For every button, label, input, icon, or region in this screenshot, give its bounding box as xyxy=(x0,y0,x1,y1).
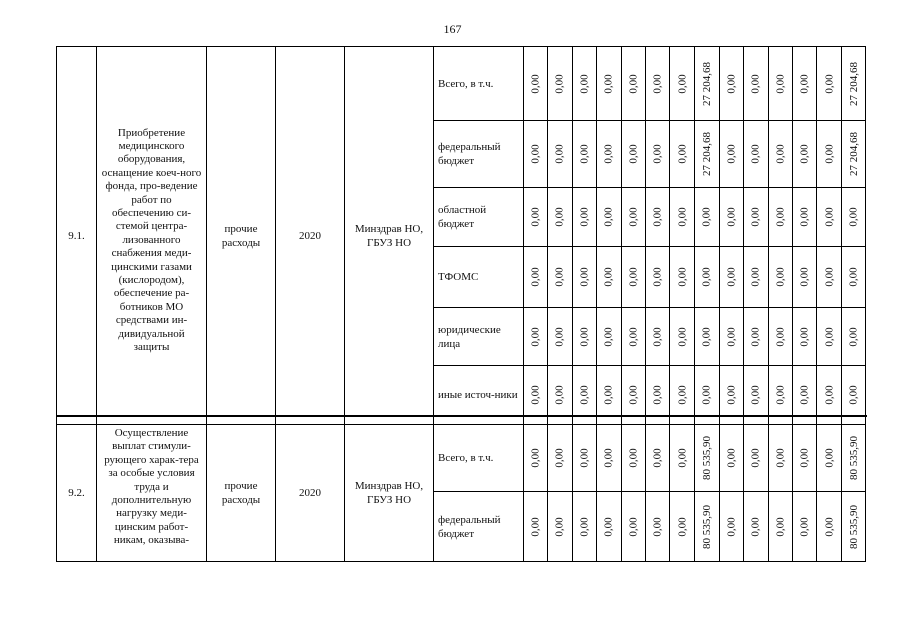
amount-value: 0,00 xyxy=(749,73,762,94)
amount-value: 0,00 xyxy=(725,144,738,164)
amount-cell xyxy=(793,188,817,247)
amount-cell xyxy=(744,247,768,308)
funding-source: Всего, в т.ч. xyxy=(434,47,524,121)
amount-value: 0,00 xyxy=(554,516,567,537)
amount-value: 27 204,68 xyxy=(847,61,860,106)
amount-value: 0,00 xyxy=(847,326,860,347)
amount-value: 0,00 xyxy=(774,73,787,94)
amount-value: 0,00 xyxy=(798,207,811,227)
amount-value: 0,00 xyxy=(774,326,787,347)
funding-source: иные источ-ники xyxy=(434,366,524,425)
amount-value: 0,00 xyxy=(529,385,542,405)
amount-value: 0,00 xyxy=(676,448,689,468)
amount-value: 0,00 xyxy=(774,516,787,537)
amount-value: 0,00 xyxy=(651,207,664,227)
amount-value: 0,00 xyxy=(774,267,787,287)
amount-cell xyxy=(646,492,670,562)
amount-value: 0,00 xyxy=(602,448,615,468)
amount-cell xyxy=(817,425,842,492)
amount-cell xyxy=(573,308,597,366)
amount-value: 0,00 xyxy=(774,385,787,405)
amount-cell xyxy=(842,188,866,247)
amount-value: 0,00 xyxy=(700,326,713,347)
amount-cell xyxy=(744,425,768,492)
amount-cell xyxy=(597,308,621,366)
amount-cell xyxy=(622,121,646,188)
amount-value: 0,00 xyxy=(627,267,640,287)
amount-value: 0,00 xyxy=(725,448,738,468)
amount-cell xyxy=(720,492,744,562)
amount-cell xyxy=(597,47,621,121)
amount-cell xyxy=(817,492,842,562)
responsible-org: Минздрав НО, ГБУЗ НО xyxy=(345,47,434,425)
amount-cell xyxy=(744,121,768,188)
amount-cell xyxy=(597,425,621,492)
funding-source: юридические лица xyxy=(434,308,524,366)
funding-source: федеральный бюджет xyxy=(434,492,524,562)
amount-value: 27 204,68 xyxy=(847,132,860,176)
amount-value: 0,00 xyxy=(554,385,567,405)
amount-value: 0,00 xyxy=(554,144,567,164)
amount-value: 0,00 xyxy=(651,326,664,347)
amount-cell xyxy=(573,492,597,562)
amount-cell xyxy=(670,121,695,188)
amount-cell xyxy=(817,188,842,247)
amount-value: 0,00 xyxy=(798,144,811,164)
row-number: 9.2. xyxy=(57,425,97,562)
amount-cell xyxy=(793,492,817,562)
amount-value: 0,00 xyxy=(651,448,664,468)
amount-cell xyxy=(646,247,670,308)
amount-cell xyxy=(842,47,866,121)
amount-value: 0,00 xyxy=(774,144,787,164)
amount-value: 0,00 xyxy=(749,207,762,227)
amount-cell xyxy=(769,492,793,562)
amount-cell xyxy=(573,425,597,492)
amount-value: 0,00 xyxy=(602,516,615,537)
amount-value: 0,00 xyxy=(578,144,591,164)
amount-value: 0,00 xyxy=(823,267,836,287)
amount-cell xyxy=(524,121,548,188)
amount-cell xyxy=(670,47,695,121)
amount-value: 0,00 xyxy=(676,326,689,347)
amount-cell xyxy=(646,121,670,188)
amount-value: 0,00 xyxy=(725,207,738,227)
amount-cell xyxy=(548,308,572,366)
amount-value: 0,00 xyxy=(823,73,836,94)
amount-value: 0,00 xyxy=(554,326,567,347)
amount-cell xyxy=(548,492,572,562)
amount-value: 0,00 xyxy=(700,267,713,287)
amount-cell xyxy=(548,247,572,308)
amount-value: 0,00 xyxy=(627,448,640,468)
amount-cell xyxy=(622,425,646,492)
amount-value: 0,00 xyxy=(578,326,591,347)
amount-value: 0,00 xyxy=(651,516,664,537)
amount-cell xyxy=(695,247,720,308)
amount-cell xyxy=(524,492,548,562)
amount-value: 80 535,90 xyxy=(847,504,860,549)
amount-value: 0,00 xyxy=(798,448,811,468)
amount-cell xyxy=(720,247,744,308)
amount-cell xyxy=(573,47,597,121)
amount-cell xyxy=(842,247,866,308)
amount-cell xyxy=(842,308,866,366)
amount-cell xyxy=(744,188,768,247)
amount-value: 0,00 xyxy=(602,326,615,347)
amount-cell xyxy=(817,308,842,366)
amount-value: 0,00 xyxy=(749,448,762,468)
amount-cell xyxy=(622,308,646,366)
amount-cell xyxy=(817,47,842,121)
amount-cell xyxy=(769,247,793,308)
amount-value: 0,00 xyxy=(602,267,615,287)
amount-cell xyxy=(670,308,695,366)
amount-value: 0,00 xyxy=(676,73,689,94)
amount-value: 0,00 xyxy=(749,144,762,164)
amount-value: 0,00 xyxy=(823,448,836,468)
measure-description: Осуществление выплат стимули-рующего харак-тера за особые условия труда и дополнительную нагрузку меди-цинским работ-никам, оказыва- xyxy=(97,425,207,562)
amount-cell xyxy=(744,47,768,121)
amount-cell xyxy=(793,308,817,366)
amount-cell xyxy=(769,188,793,247)
amount-value: 0,00 xyxy=(554,207,567,227)
amount-cell xyxy=(524,308,548,366)
amount-cell xyxy=(597,188,621,247)
amount-cell xyxy=(670,425,695,492)
amount-cell xyxy=(695,47,720,121)
amount-value: 0,00 xyxy=(554,267,567,287)
amount-value: 0,00 xyxy=(627,73,640,94)
amount-cell xyxy=(720,121,744,188)
amount-cell xyxy=(670,247,695,308)
amount-cell xyxy=(842,492,866,562)
measure-description: Приобретение медицинского оборудования, оснащение коеч-ного фонда, про-ведение работ по обеспечению си-стемой центра-лизованного снабжения меди-цинскими газами (кислородом), обеспечение ра-ботников МО средствами ин-дивидуальной защиты xyxy=(97,47,207,425)
amount-value: 0,00 xyxy=(676,267,689,287)
amount-value: 0,00 xyxy=(774,207,787,227)
amount-value: 0,00 xyxy=(651,73,664,94)
expense-type: прочие расходы xyxy=(207,425,276,562)
amount-cell xyxy=(548,121,572,188)
amount-cell xyxy=(670,492,695,562)
amount-cell xyxy=(817,121,842,188)
amount-cell xyxy=(524,425,548,492)
amount-value: 0,00 xyxy=(602,385,615,405)
amount-value: 0,00 xyxy=(554,73,567,94)
amount-value: 0,00 xyxy=(651,144,664,164)
amount-cell xyxy=(597,492,621,562)
amount-value: 0,00 xyxy=(774,448,787,468)
amount-cell xyxy=(548,188,572,247)
amount-value: 0,00 xyxy=(627,207,640,227)
amount-value: 0,00 xyxy=(627,326,640,347)
amount-value: 0,00 xyxy=(578,448,591,468)
amount-value: 0,00 xyxy=(651,385,664,405)
amount-value: 0,00 xyxy=(798,385,811,405)
amount-cell xyxy=(524,47,548,121)
amount-cell xyxy=(622,47,646,121)
amount-cell xyxy=(597,121,621,188)
amount-cell xyxy=(524,247,548,308)
amount-value: 0,00 xyxy=(627,516,640,537)
funding-source: областной бюджет xyxy=(434,188,524,247)
amount-value: 0,00 xyxy=(847,267,860,287)
amount-value: 0,00 xyxy=(700,385,713,405)
amount-value: 0,00 xyxy=(847,207,860,227)
amount-value: 0,00 xyxy=(578,516,591,537)
amount-value: 0,00 xyxy=(529,267,542,287)
amount-cell xyxy=(769,47,793,121)
amount-value: 0,00 xyxy=(676,516,689,537)
amount-cell xyxy=(622,247,646,308)
amount-value: 0,00 xyxy=(554,448,567,468)
responsible-org: Минздрав НО, ГБУЗ НО xyxy=(345,425,434,562)
amount-cell xyxy=(793,121,817,188)
amount-value: 0,00 xyxy=(529,326,542,347)
amount-cell xyxy=(622,492,646,562)
amount-cell xyxy=(597,247,621,308)
amount-value: 27 204,68 xyxy=(700,61,713,106)
amount-value: 0,00 xyxy=(578,385,591,405)
amount-cell xyxy=(548,47,572,121)
amount-cell xyxy=(769,308,793,366)
amount-cell xyxy=(842,425,866,492)
amount-cell xyxy=(695,425,720,492)
year-cell: 2020 xyxy=(276,47,345,425)
amount-value: 80 535,90 xyxy=(700,504,713,549)
amount-cell xyxy=(720,425,744,492)
amount-cell xyxy=(573,188,597,247)
amount-cell xyxy=(695,492,720,562)
amount-value: 0,00 xyxy=(847,385,860,405)
amount-value: 80 535,90 xyxy=(700,436,713,480)
amount-value: 27 204,68 xyxy=(700,132,713,176)
amount-value: 0,00 xyxy=(823,144,836,164)
amount-cell xyxy=(793,425,817,492)
amount-value: 0,00 xyxy=(749,326,762,347)
amount-cell xyxy=(720,188,744,247)
amount-cell xyxy=(695,121,720,188)
amount-cell xyxy=(646,47,670,121)
amount-cell xyxy=(720,47,744,121)
amount-cell xyxy=(793,47,817,121)
amount-value: 0,00 xyxy=(749,267,762,287)
amount-value: 80 535,90 xyxy=(847,436,860,480)
amount-cell xyxy=(524,188,548,247)
amount-value: 0,00 xyxy=(578,267,591,287)
amount-cell xyxy=(695,188,720,247)
budget-table xyxy=(56,46,866,562)
amount-value: 0,00 xyxy=(676,144,689,164)
amount-value: 0,00 xyxy=(823,516,836,537)
amount-value: 0,00 xyxy=(529,144,542,164)
amount-value: 0,00 xyxy=(602,73,615,94)
amount-value: 0,00 xyxy=(725,516,738,537)
amount-cell xyxy=(744,492,768,562)
amount-value: 0,00 xyxy=(529,73,542,94)
amount-cell xyxy=(670,188,695,247)
year-cell: 2020 xyxy=(276,425,345,562)
amount-value: 0,00 xyxy=(529,448,542,468)
amount-cell xyxy=(744,308,768,366)
amount-value: 0,00 xyxy=(749,385,762,405)
amount-value: 0,00 xyxy=(823,385,836,405)
amount-value: 0,00 xyxy=(823,207,836,227)
amount-cell xyxy=(842,121,866,188)
funding-source: ТФОМС xyxy=(434,247,524,308)
amount-cell xyxy=(548,425,572,492)
amount-cell xyxy=(573,247,597,308)
funding-source: Всего, в т.ч. xyxy=(434,425,524,492)
amount-value: 0,00 xyxy=(725,385,738,405)
amount-value: 0,00 xyxy=(602,144,615,164)
amount-cell xyxy=(817,247,842,308)
amount-value: 0,00 xyxy=(725,267,738,287)
amount-cell xyxy=(646,425,670,492)
amount-cell xyxy=(769,425,793,492)
amount-cell xyxy=(720,308,744,366)
amount-cell xyxy=(622,188,646,247)
amount-value: 0,00 xyxy=(651,267,664,287)
amount-value: 0,00 xyxy=(798,267,811,287)
amount-value: 0,00 xyxy=(798,73,811,94)
row-number: 9.1. xyxy=(57,47,97,425)
amount-cell xyxy=(573,121,597,188)
amount-value: 0,00 xyxy=(578,73,591,94)
page-number: 167 xyxy=(443,22,462,36)
funding-source: федеральный бюджет xyxy=(434,121,524,188)
amount-value: 0,00 xyxy=(529,207,542,227)
amount-cell xyxy=(793,247,817,308)
amount-value: 0,00 xyxy=(725,73,738,94)
amount-cell xyxy=(695,308,720,366)
amount-cell xyxy=(769,121,793,188)
amount-value: 0,00 xyxy=(798,516,811,537)
amount-value: 0,00 xyxy=(578,207,591,227)
amount-value: 0,00 xyxy=(823,326,836,347)
expense-type: прочие расходы xyxy=(207,47,276,425)
amount-value: 0,00 xyxy=(749,516,762,537)
amount-cell xyxy=(646,308,670,366)
amount-value: 0,00 xyxy=(676,385,689,405)
amount-cell xyxy=(646,188,670,247)
amount-value: 0,00 xyxy=(529,516,542,537)
amount-value: 0,00 xyxy=(627,385,640,405)
row-divider xyxy=(56,415,867,417)
amount-value: 0,00 xyxy=(627,144,640,164)
amount-value: 0,00 xyxy=(725,326,738,347)
amount-value: 0,00 xyxy=(700,207,713,227)
amount-value: 0,00 xyxy=(602,207,615,227)
amount-value: 0,00 xyxy=(798,326,811,347)
amount-value: 0,00 xyxy=(676,207,689,227)
